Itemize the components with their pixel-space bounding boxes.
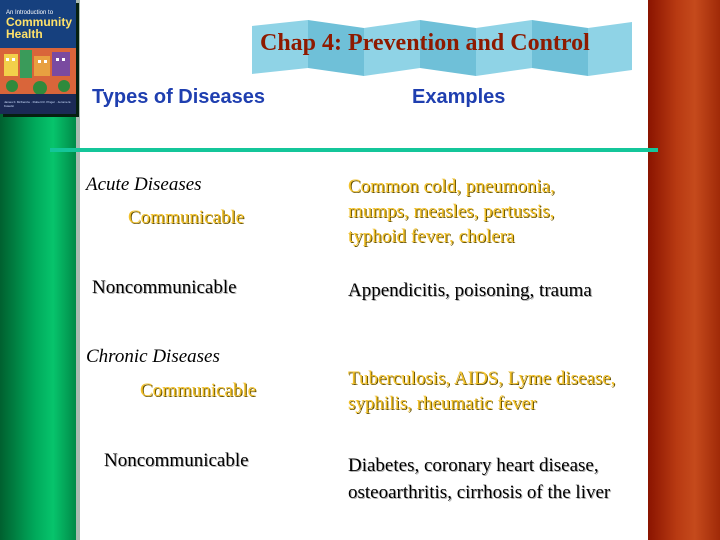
book-title-line3: Health (6, 27, 43, 41)
book-title (6, 10, 72, 40)
chronic-communicable-example-line: syphilis, rheumatic fever (348, 393, 537, 414)
chronic-communicable-examples (348, 366, 615, 416)
header-types-of-diseases: Types of Diseases (92, 86, 266, 108)
chronic-noncommunicable-example-line: Diabetes, coronary heart disease, (348, 455, 599, 476)
chronic-communicable-example-line: Tuberculosis, AIDS, Lyme disease, (348, 368, 616, 389)
book-title-line2: Community (6, 15, 72, 29)
acute-communicable-example-line: Common cold, pneumonia, (348, 176, 555, 197)
chronic-diseases-label: Chronic Diseases (86, 346, 220, 367)
header-examples: Examples (412, 86, 506, 108)
acute-noncommunicable-examples: Appendicitis, poisoning, trauma (348, 280, 592, 301)
book-title-line1: An Introduction to (6, 10, 54, 16)
header-divider (50, 148, 658, 152)
acute-communicable-label: Communicable (128, 207, 245, 228)
slide-title: Chap 4: Prevention and Control (260, 30, 590, 56)
acute-diseases-label: Acute Diseases (86, 174, 202, 195)
acute-communicable-example-line: mumps, measles, pertussis, (348, 201, 555, 222)
book-cover-image (0, 0, 76, 114)
chronic-communicable-label: Communicable (140, 380, 257, 401)
acute-noncommunicable-label: Noncommunicable (92, 277, 237, 298)
acute-communicable-example-line: typhoid fever, cholera (348, 226, 515, 247)
left-bar-shadow (76, 0, 80, 540)
chronic-noncommunicable-example-line: osteoarthritis, cirrhosis of the liver (348, 482, 611, 503)
book-authors: James F. McKenzie · Robert R. Pinger · Jerome E. Kotecki (4, 100, 72, 108)
right-red-bar (648, 0, 720, 540)
acute-communicable-examples (348, 174, 555, 249)
chronic-noncommunicable-label: Noncommunicable (104, 450, 249, 471)
chronic-noncommunicable-examples (348, 452, 610, 506)
